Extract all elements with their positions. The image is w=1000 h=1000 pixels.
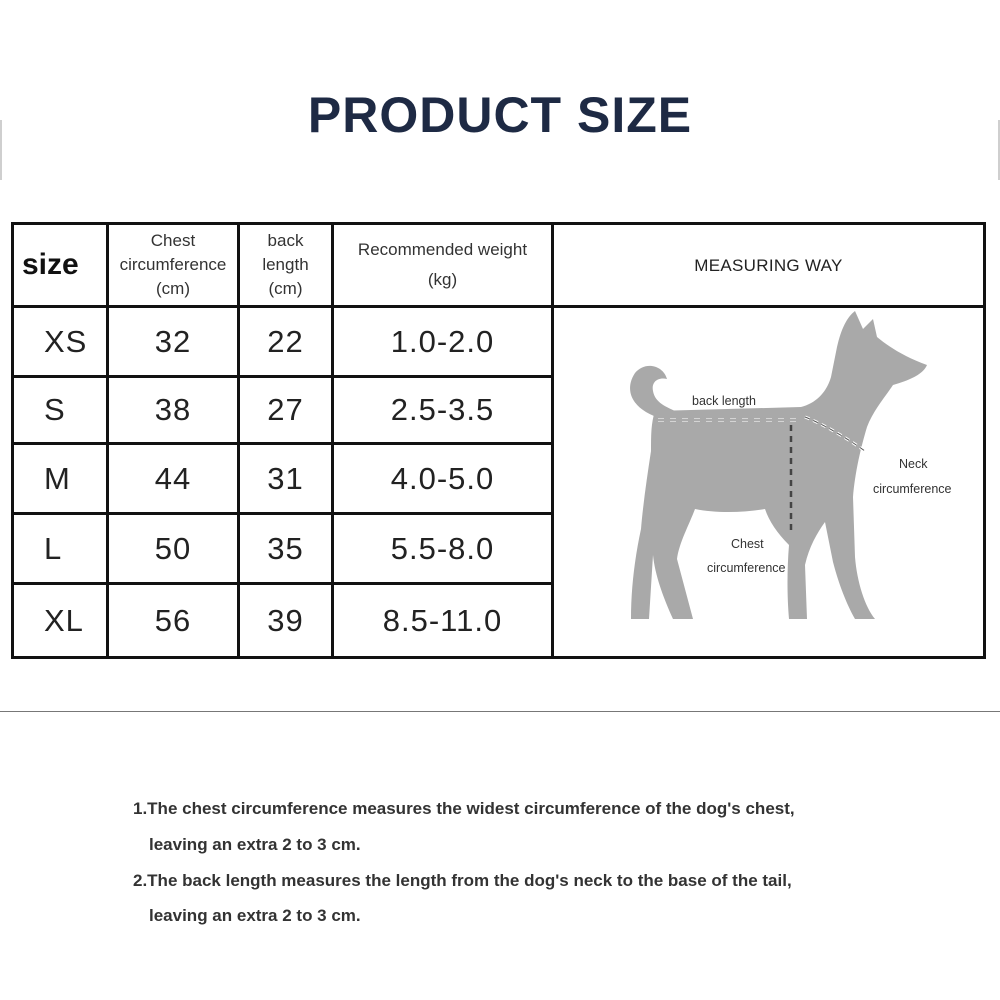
chest-label-1: Chest <box>731 537 764 551</box>
row-xl-size: XL <box>44 602 84 638</box>
header-measuring-way: MEASURING WAY <box>694 256 843 275</box>
header-weight-line2: (kg) <box>427 270 458 289</box>
row-s-weight: 2.5-3.5 <box>390 392 495 427</box>
row-l-back: 35 <box>267 530 304 566</box>
row-s-chest: 38 <box>154 392 192 427</box>
measuring-diagram <box>555 307 983 657</box>
header-back-line3: (cm) <box>268 279 303 298</box>
row-l-size: L <box>44 530 63 566</box>
header-back-line1: back <box>267 231 304 250</box>
note-2-line-2: leaving an extra 2 to 3 cm. <box>149 906 361 925</box>
header-back-line2: length <box>262 255 309 274</box>
header-back <box>240 225 331 305</box>
row-m-size: M <box>44 460 71 496</box>
header-weight <box>334 225 551 305</box>
size-table <box>11 222 986 659</box>
note-2-line-1: 2.The back length measures the length from the dog's neck to the base of the tail, <box>133 871 792 890</box>
row-xl-weight: 8.5-11.0 <box>382 602 503 638</box>
header-chest-line3: (cm) <box>156 279 190 298</box>
row-l-chest: 50 <box>154 530 192 566</box>
row-xs-chest: 32 <box>154 323 192 359</box>
back-length-label: back length <box>692 394 756 408</box>
neck-label-2: circumference <box>873 482 952 496</box>
row-xs-size: XS <box>44 323 88 359</box>
row-l-weight: 5.5-8.0 <box>390 530 495 566</box>
header-chest-line1: Chest <box>150 231 196 250</box>
note-1-line-1: 1.The chest circumference measures the widest circumference of the dog's chest, <box>133 799 795 818</box>
row-xl-chest: 56 <box>154 602 192 638</box>
row-m-chest: 44 <box>154 460 192 496</box>
header-size: size <box>22 248 79 281</box>
row-m-back: 31 <box>267 460 304 496</box>
row-s-size: S <box>44 392 66 427</box>
note-1-line-2: leaving an extra 2 to 3 cm. <box>149 835 361 854</box>
neck-label-1: Neck <box>899 457 928 471</box>
header-weight-line1: Recommended weight <box>357 240 528 259</box>
row-s-back: 27 <box>267 392 304 427</box>
row-m-weight: 4.0-5.0 <box>390 460 495 496</box>
header-chest-line2: circumference <box>119 255 227 274</box>
page-title: PRODUCT SIZE <box>307 87 693 143</box>
section-divider <box>0 711 1000 712</box>
row-xs-weight: 1.0-2.0 <box>390 323 495 359</box>
chest-label-2: circumference <box>707 561 786 575</box>
row-xs-back: 22 <box>267 323 304 359</box>
row-xl-back: 39 <box>267 602 304 638</box>
header-chest <box>109 225 237 305</box>
